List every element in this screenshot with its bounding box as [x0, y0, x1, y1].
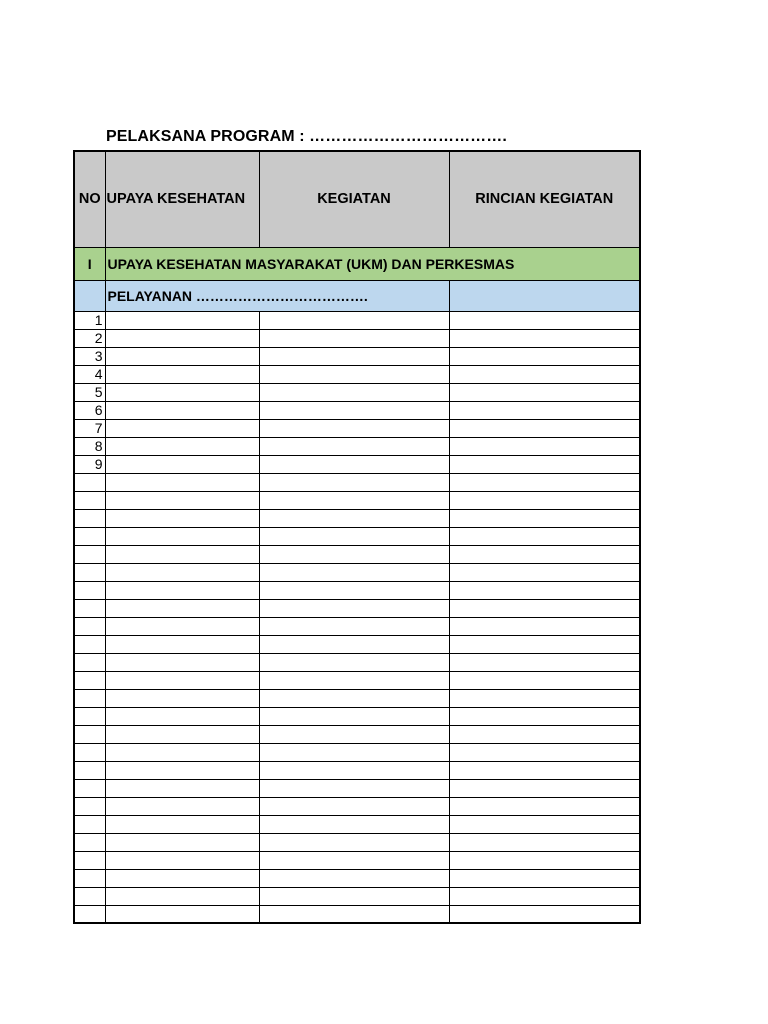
cell-upaya-kesehatan[interactable] — [105, 743, 259, 761]
cell-upaya-kesehatan[interactable] — [105, 527, 259, 545]
cell-rincian-kegiatan[interactable] — [449, 725, 640, 743]
table-row — [74, 779, 640, 797]
cell-rincian-kegiatan[interactable] — [449, 833, 640, 851]
cell-kegiatan[interactable] — [259, 401, 449, 419]
cell-kegiatan[interactable] — [259, 797, 449, 815]
cell-no[interactable] — [74, 473, 105, 491]
cell-upaya-kesehatan[interactable] — [105, 707, 259, 725]
subsection-label-cell[interactable] — [105, 280, 368, 311]
cell-no[interactable] — [74, 797, 105, 815]
cell-upaya-kesehatan[interactable] — [105, 473, 259, 491]
cell-no[interactable] — [74, 887, 105, 905]
cell-upaya-kesehatan[interactable] — [105, 437, 259, 455]
header-upaya-kesehatan: UPAYA KESEHATAN — [105, 151, 259, 247]
cell-no[interactable]: 5 — [74, 383, 105, 401]
cell-rincian-kegiatan[interactable] — [449, 347, 640, 365]
cell-no[interactable] — [74, 491, 105, 509]
cell-no[interactable]: 2 — [74, 329, 105, 347]
cell-kegiatan[interactable] — [259, 545, 449, 563]
cell-kegiatan[interactable] — [259, 527, 449, 545]
cell-rincian-kegiatan[interactable] — [449, 455, 640, 473]
cell-kegiatan[interactable] — [259, 455, 449, 473]
cell-rincian-kegiatan[interactable] — [449, 437, 640, 455]
cell-upaya-kesehatan[interactable] — [105, 833, 259, 851]
cell-kegiatan[interactable] — [259, 833, 449, 851]
cell-upaya-kesehatan[interactable] — [105, 797, 259, 815]
cell-no[interactable] — [74, 851, 105, 869]
cell-upaya-kesehatan[interactable] — [105, 347, 259, 365]
table-row — [74, 797, 640, 815]
cell-upaya-kesehatan[interactable] — [105, 617, 259, 635]
cell-upaya-kesehatan[interactable] — [105, 887, 259, 905]
cell-no[interactable] — [74, 833, 105, 851]
cell-kegiatan[interactable] — [259, 635, 449, 653]
table-row — [74, 689, 640, 707]
cell-upaya-kesehatan[interactable] — [105, 419, 259, 437]
section-no[interactable]: I — [74, 247, 105, 280]
table-row — [74, 815, 640, 833]
cell-kegiatan[interactable] — [259, 617, 449, 635]
table-row — [74, 833, 640, 851]
table-row — [74, 401, 640, 419]
table-row — [74, 329, 640, 347]
section-label-cell[interactable] — [105, 247, 515, 280]
header-no: NO — [74, 151, 105, 247]
cell-upaya-kesehatan[interactable] — [105, 599, 259, 617]
cell-upaya-kesehatan[interactable] — [105, 311, 259, 329]
cell-kegiatan[interactable] — [259, 437, 449, 455]
cell-rincian-kegiatan[interactable] — [449, 329, 640, 347]
cell-upaya-kesehatan[interactable] — [105, 401, 259, 419]
table-row — [74, 437, 640, 455]
cell-upaya-kesehatan[interactable] — [105, 653, 259, 671]
subsection-row — [74, 280, 640, 311]
cell-no[interactable]: 9 — [74, 455, 105, 473]
cell-rincian-kegiatan[interactable] — [449, 419, 640, 437]
cell-rincian-kegiatan[interactable] — [449, 545, 640, 563]
cell-no[interactable] — [74, 725, 105, 743]
cell-upaya-kesehatan[interactable] — [105, 581, 259, 599]
cell-no[interactable] — [74, 527, 105, 545]
cell-upaya-kesehatan[interactable] — [105, 635, 259, 653]
cell-no[interactable]: 3 — [74, 347, 105, 365]
cell-no[interactable] — [74, 617, 105, 635]
table-row — [74, 311, 640, 329]
cell-rincian-kegiatan[interactable] — [449, 707, 640, 725]
cell-kegiatan[interactable] — [259, 311, 449, 329]
cell-no[interactable] — [74, 869, 105, 887]
cell-kegiatan[interactable] — [259, 851, 449, 869]
table-row — [74, 365, 640, 383]
cell-rincian-kegiatan[interactable] — [449, 527, 640, 545]
table-row — [74, 491, 640, 509]
cell-rincian-kegiatan[interactable] — [449, 797, 640, 815]
table-row — [74, 725, 640, 743]
cell-no[interactable] — [74, 689, 105, 707]
cell-rincian-kegiatan[interactable] — [449, 671, 640, 689]
cell-no[interactable] — [74, 509, 105, 527]
cell-upaya-kesehatan[interactable] — [105, 869, 259, 887]
cell-upaya-kesehatan[interactable] — [105, 455, 259, 473]
section-row — [74, 247, 640, 280]
cell-upaya-kesehatan[interactable] — [105, 815, 259, 833]
cell-no[interactable] — [74, 635, 105, 653]
cell-upaya-kesehatan[interactable] — [105, 851, 259, 869]
cell-upaya-kesehatan[interactable] — [105, 563, 259, 581]
cell-kegiatan[interactable] — [259, 761, 449, 779]
cell-upaya-kesehatan[interactable] — [105, 509, 259, 527]
cell-rincian-kegiatan[interactable] — [449, 401, 640, 419]
cell-no[interactable]: 1 — [74, 311, 105, 329]
table-row — [74, 869, 640, 887]
cell-upaya-kesehatan[interactable] — [105, 725, 259, 743]
cell-rincian-kegiatan[interactable] — [449, 761, 640, 779]
header-row — [74, 151, 640, 247]
cell-kegiatan[interactable] — [259, 563, 449, 581]
cell-kegiatan[interactable] — [259, 779, 449, 797]
cell-no[interactable] — [74, 599, 105, 617]
cell-no[interactable]: 4 — [74, 365, 105, 383]
subsection-no[interactable] — [74, 280, 105, 311]
cell-no[interactable] — [74, 545, 105, 563]
table-row — [74, 545, 640, 563]
table-row — [74, 761, 640, 779]
cell-rincian-kegiatan[interactable] — [449, 905, 640, 923]
table-row — [74, 707, 640, 725]
program-table — [73, 150, 641, 924]
cell-kegiatan[interactable] — [259, 329, 449, 347]
table-row — [74, 383, 640, 401]
cell-rincian-kegiatan[interactable] — [449, 509, 640, 527]
cell-no[interactable] — [74, 563, 105, 581]
cell-no[interactable] — [74, 653, 105, 671]
table-row — [74, 419, 640, 437]
cell-rincian-kegiatan[interactable] — [449, 653, 640, 671]
subsection-cell-rincian[interactable] — [449, 280, 640, 311]
cell-kegiatan[interactable] — [259, 599, 449, 617]
cell-rincian-kegiatan[interactable] — [449, 689, 640, 707]
cell-kegiatan[interactable] — [259, 905, 449, 923]
cell-kegiatan[interactable] — [259, 815, 449, 833]
cell-rincian-kegiatan[interactable] — [449, 743, 640, 761]
cell-upaya-kesehatan[interactable] — [105, 671, 259, 689]
cell-upaya-kesehatan[interactable] — [105, 689, 259, 707]
cell-kegiatan[interactable] — [259, 653, 449, 671]
cell-no[interactable] — [74, 671, 105, 689]
cell-no[interactable] — [74, 707, 105, 725]
cell-no[interactable] — [74, 581, 105, 599]
subsection-label: PELAYANAN ………………………………. — [107, 287, 368, 304]
table-row — [74, 617, 640, 635]
cell-kegiatan[interactable] — [259, 689, 449, 707]
cell-upaya-kesehatan[interactable] — [105, 545, 259, 563]
cell-kegiatan[interactable] — [259, 707, 449, 725]
cell-rincian-kegiatan[interactable] — [449, 365, 640, 383]
cell-rincian-kegiatan[interactable] — [449, 563, 640, 581]
cell-kegiatan[interactable] — [259, 869, 449, 887]
cell-rincian-kegiatan[interactable] — [449, 617, 640, 635]
cell-upaya-kesehatan[interactable] — [105, 779, 259, 797]
cell-rincian-kegiatan[interactable] — [449, 491, 640, 509]
cell-kegiatan[interactable] — [259, 509, 449, 527]
table-row — [74, 455, 640, 473]
table-row — [74, 743, 640, 761]
cell-rincian-kegiatan[interactable] — [449, 815, 640, 833]
cell-upaya-kesehatan[interactable] — [105, 761, 259, 779]
table-row — [74, 599, 640, 617]
cell-kegiatan[interactable] — [259, 743, 449, 761]
cell-rincian-kegiatan[interactable] — [449, 851, 640, 869]
table-row — [74, 473, 640, 491]
cell-kegiatan[interactable] — [259, 491, 449, 509]
table-row — [74, 671, 640, 689]
cell-no[interactable] — [74, 905, 105, 923]
cell-no[interactable] — [74, 779, 105, 797]
table-row — [74, 851, 640, 869]
cell-rincian-kegiatan[interactable] — [449, 887, 640, 905]
header-rincian-kegiatan: RINCIAN KEGIATAN — [449, 151, 640, 247]
cell-kegiatan[interactable] — [259, 887, 449, 905]
cell-kegiatan[interactable] — [259, 671, 449, 689]
cell-rincian-kegiatan[interactable] — [449, 599, 640, 617]
cell-no[interactable] — [74, 761, 105, 779]
cell-rincian-kegiatan[interactable] — [449, 869, 640, 887]
cell-no[interactable]: 6 — [74, 401, 105, 419]
cell-upaya-kesehatan[interactable] — [105, 905, 259, 923]
section-label: UPAYA KESEHATAN MASYARAKAT (UKM) DAN PERKESMAS — [107, 255, 515, 272]
cell-kegiatan[interactable] — [259, 347, 449, 365]
cell-rincian-kegiatan[interactable] — [449, 311, 640, 329]
cell-rincian-kegiatan[interactable] — [449, 779, 640, 797]
table-row — [74, 509, 640, 527]
cell-kegiatan[interactable] — [259, 383, 449, 401]
table-row — [74, 635, 640, 653]
cell-upaya-kesehatan[interactable] — [105, 329, 259, 347]
cell-no[interactable]: 8 — [74, 437, 105, 455]
cell-kegiatan[interactable] — [259, 581, 449, 599]
cell-rincian-kegiatan[interactable] — [449, 383, 640, 401]
header-kegiatan: KEGIATAN — [259, 151, 449, 247]
cell-rincian-kegiatan[interactable] — [449, 635, 640, 653]
cell-kegiatan[interactable] — [259, 419, 449, 437]
cell-no[interactable] — [74, 815, 105, 833]
table-row — [74, 887, 640, 905]
table-row — [74, 905, 640, 923]
cell-rincian-kegiatan[interactable] — [449, 473, 640, 491]
table-row — [74, 581, 640, 599]
cell-kegiatan[interactable] — [259, 725, 449, 743]
page-title: PELAKSANA PROGRAM : ………………………………. — [106, 128, 507, 145]
cell-rincian-kegiatan[interactable] — [449, 581, 640, 599]
table-row — [74, 563, 640, 581]
cell-kegiatan[interactable] — [259, 473, 449, 491]
cell-upaya-kesehatan[interactable] — [105, 383, 259, 401]
cell-no[interactable] — [74, 743, 105, 761]
table-row — [74, 527, 640, 545]
cell-upaya-kesehatan[interactable] — [105, 491, 259, 509]
table-row — [74, 347, 640, 365]
cell-upaya-kesehatan[interactable] — [105, 365, 259, 383]
cell-kegiatan[interactable] — [259, 365, 449, 383]
cell-no[interactable]: 7 — [74, 419, 105, 437]
table-row — [74, 653, 640, 671]
